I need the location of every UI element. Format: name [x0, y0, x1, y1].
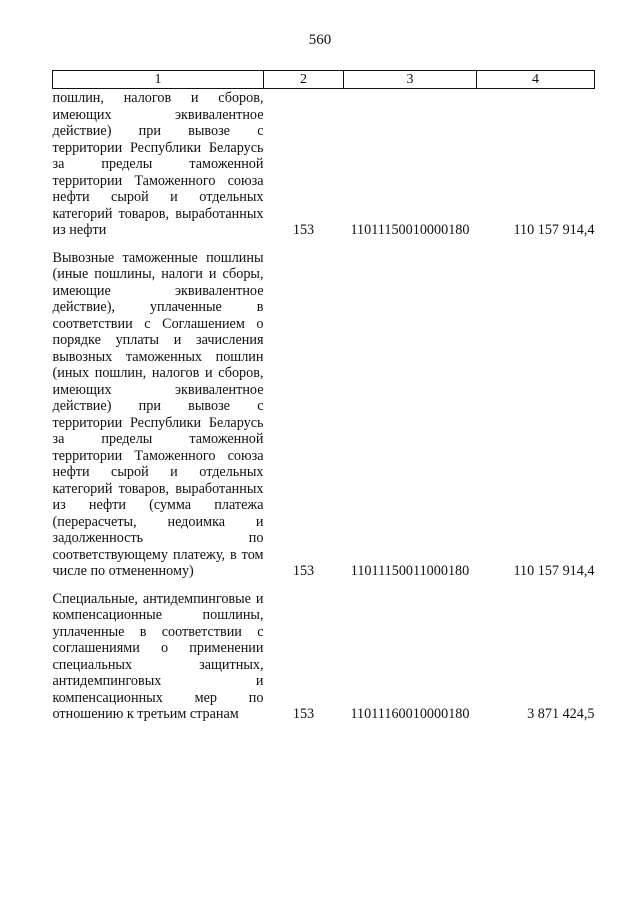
header-row — [53, 71, 595, 89]
row-amount: 3 871 424,5 — [527, 706, 595, 722]
row-amount: 110 157 914,4 — [513, 222, 595, 238]
page-number: 560 — [308, 32, 332, 48]
table-body — [53, 89, 595, 723]
row-admin-code: 153 — [292, 222, 315, 238]
table-row — [53, 239, 595, 580]
row-description: Специальные, антидемпинговые и компенсационные пошлины, уплаченные в соответствии с соглашениями о применении специальных защитных, антидемпинговых и компенсационных мер по отношению к третьим странам — [52, 590, 264, 722]
column-header-4: 4 — [477, 71, 595, 89]
row-budget-code: 11011160010000180 — [350, 706, 470, 722]
table-row — [53, 89, 595, 239]
row-description: Вывозные таможенные пошлины (иные пошлины, налоги и сборы, имеющие эквивалентное действие), уплаченные в соответствии с Соглашением о порядке уплаты и зачисления вывозных таможенных пошлин (иных пошлин, налогов и сборов, имеющих эквивалентное действие) при вывозе с территории Республики Беларусь за пределы таможенной территории Таможенного союза нефти сырой и отдельных категорий товаров, выработанных из нефти (сумма платежа (перерасчеты, недоимка и задолженность по соответствующему платежу, в том числе по отмененному) — [52, 249, 264, 579]
row-admin-code: 153 — [292, 563, 315, 579]
row-admin-code: 153 — [292, 706, 315, 722]
row-description: пошлин, налогов и сборов, имеющих эквивалентное действие) при вывозе с территории Республики Беларусь за пределы таможенной территории Таможенного союза нефти сырой и отдельных категорий товаров, выработанных из нефти — [52, 90, 264, 238]
column-header-3: 3 — [344, 71, 477, 89]
row-budget-code: 11011150010000180 — [350, 222, 470, 238]
table-header — [53, 71, 595, 89]
table-row — [53, 580, 595, 723]
row-amount: 110 157 914,4 — [513, 563, 595, 579]
column-header-2: 2 — [264, 71, 344, 89]
column-header-1: 1 — [53, 71, 264, 89]
row-budget-code: 11011150011000180 — [350, 563, 470, 579]
budget-table — [52, 70, 595, 723]
